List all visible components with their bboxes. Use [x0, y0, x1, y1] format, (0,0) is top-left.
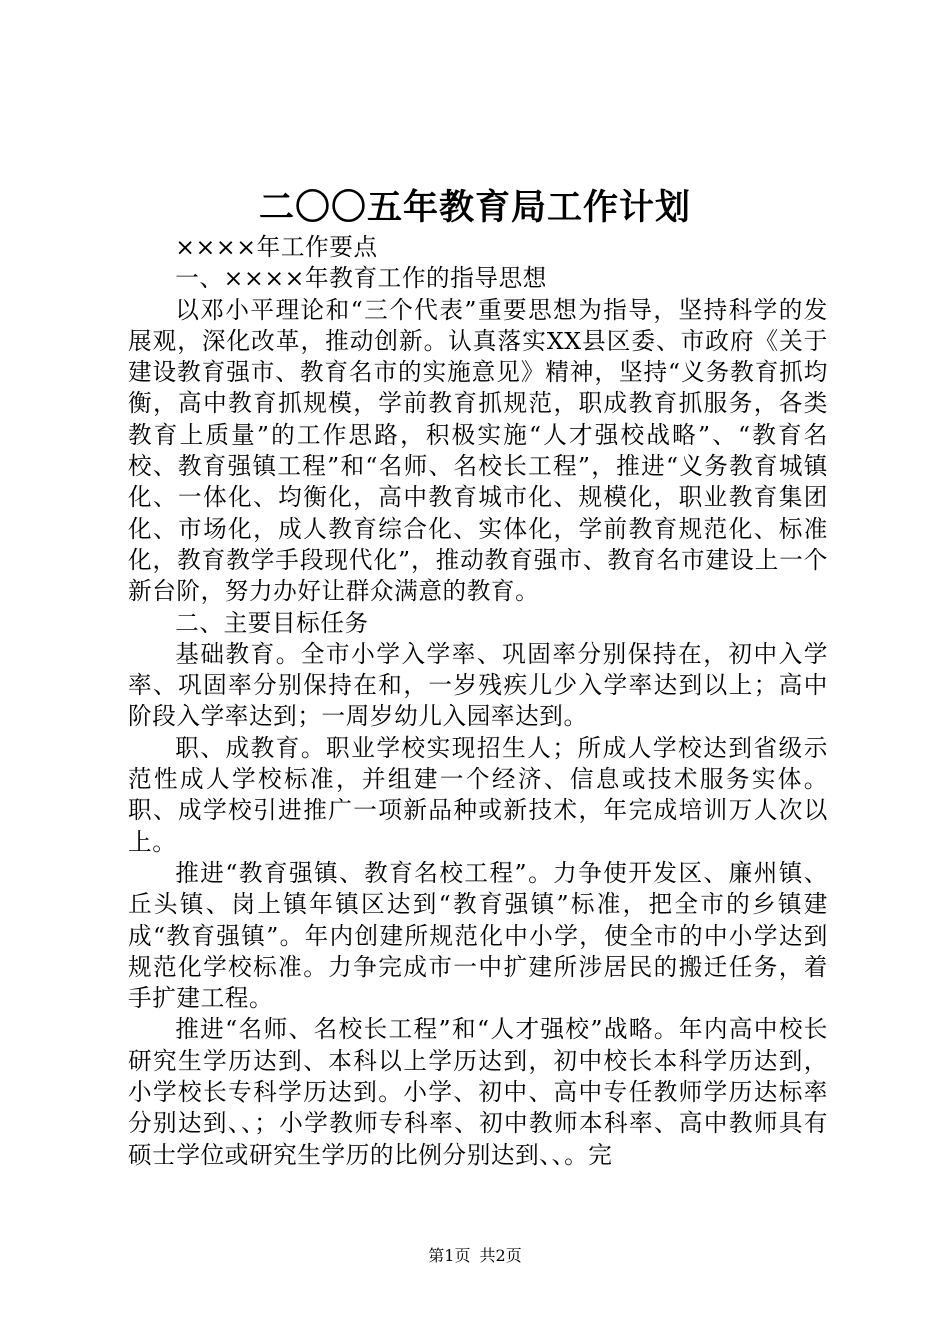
paragraph-strong-town-project: 推进“教育强镇、教育名校工程”。力争使开发区、廉州镇、丘头镇、岗上镇年镇区达到“教育强镇”标准，把全市的乡镇建成“教育强镇”。年内创建所规范化中小学，使全市的中小学达到规范化学校标准。力争完成市一中扩建所涉居民的搬迁任务，着手扩建工程。 [128, 858, 828, 1013]
heading-main-goals: 二、主要目标任务 [175, 608, 369, 637]
heading-guiding-ideology: 一、××××年教育工作的指导思想 [175, 264, 547, 293]
document-title: 二〇〇五年教育局工作计划 [258, 187, 691, 228]
page-number: 第1页 [428, 1246, 471, 1265]
document-body [128, 232, 828, 1171]
paragraph-guiding-ideology: 以邓小平理论和“三个代表”重要思想为指导，坚持科学的发展观，深化改革，推动创新。认真落实XX县区委、市政府《关于建设教育强市、教育名市的实施意见》精神，坚持“义务教育抓均衡，高中教育抓规模，学前教育抓规范，职成教育抓服务，各类教育上质量”的工作思路，积极实施“人才强校战略”、“教育名校、教育强镇工程”和“名师、名校长工程”，推进“义务教育城镇化、一体化、均衡化，高中教育城市化、规模化，职业教育集团化、市场化，成人教育综合化、实体化，学前教育规范化、标准化，教育教学手段现代化”，推动教育强市、教育名市建设上一个新台阶，努力办好让群众满意的教育。 [128, 295, 828, 606]
paragraph-basic-education: 基础教育。全市小学入学率、巩固率分别保持在，初中入学率、巩固率分别保持在和，一岁残疾儿少入学率达到以上；高中阶段入学率达到；一周岁幼儿入园率达到。 [128, 639, 828, 731]
paragraph-famous-teacher-project: 推进“名师、名校长工程”和“人才强校”战略。年内高中校长研究生学历达到、本科以上学历达到，初中校长本科学历达到，小学校长专科学历达到。小学、初中、高中专任教师学历达标率分别达到、、；小学教师专科率、初中教师本科率、高中教师具有硕士学位或研究生学历的比例分别达到、、。完 [128, 1015, 828, 1169]
page-total: 共2页 [479, 1246, 522, 1265]
paragraph-work-points: ××××年工作要点 [175, 233, 378, 261]
page-footer [0, 1246, 950, 1266]
paragraph-vocational-education: 职、成教育。职业学校实现招生人；所成人学校达到省级示范性成人学校标准，并组建一个经济、信息或技术服务实体。职、成学校引进推广一项新品种或新技术，年完成培训万人次以上。 [128, 733, 828, 856]
